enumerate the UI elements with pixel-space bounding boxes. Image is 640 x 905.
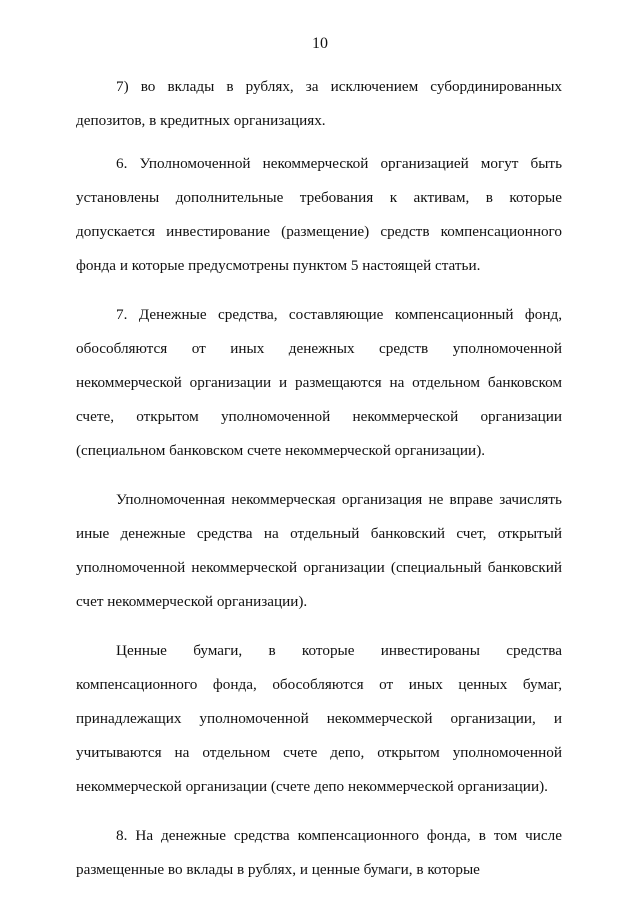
paragraph-7: 7. Денежные средства, составляющие компенсационный фонд, обособляются от иных денежных средств уполномоченной некоммерческой организации и размещаются на отдельном банковском счете, открытом уполномоченной некоммерческой организации (специальном банковском счете некоммерческой организации).	[76, 306, 562, 459]
paragraph-6: 6. Уполномоченной некоммерческой организацией могут быть установлены дополнительные требования к активам, в которые допускается инвестирование (размещение) средств компенсационного фонда и которые предусмотрены пунктом 5 настоящей статьи.	[76, 155, 562, 274]
paragraph-7-securities: Ценные бумаги, в которые инвестированы средства компенсационного фонда, обособляются от иных ценных бумаг, принадлежащих уполномоченной некоммерческой организации, и учитываются на отдельном счете депо, открытом уполномоченной некоммерческой организации (счете депо некоммерческой организации).	[76, 642, 562, 795]
page-number: 10	[312, 35, 328, 52]
paragraph-8: 8. На денежные средства компенсационного фонда, в том числе размещенные во вклады в рублях, и ценные бумаги, в которые	[76, 827, 562, 878]
paragraph-7-no-other-funds: Уполномоченная некоммерческая организация не вправе зачислять иные денежные средства на отдельный банковский счет, открытый уполномоченной некоммерческой организации (специальный банковский счет некоммерческой организации).	[76, 491, 562, 610]
document-body	[76, 70, 562, 902]
paragraph-item-7: 7) во вклады в рублях, за исключением субординированных депозитов, в кредитных организациях.	[76, 78, 562, 129]
